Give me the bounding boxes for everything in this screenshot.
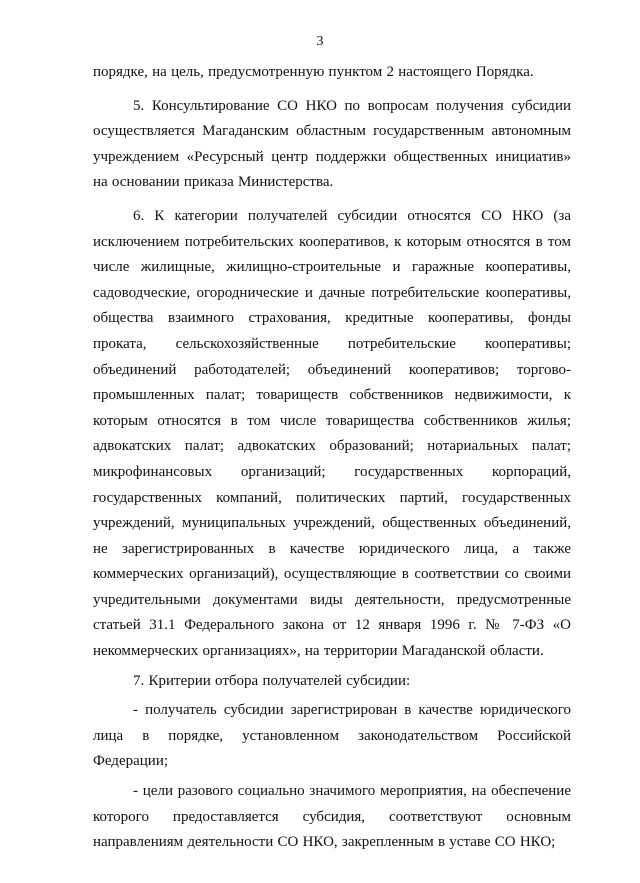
paragraph-5-consulting: 5. Консультирование СО НКО по вопросам получения субсидии осуществляется Магаданским областным государственным автономным учреждением «Ресурсный центр поддержки общественных инициатив» на основании приказа Министерства. <box>93 97 571 191</box>
criteria-item-goals: - цели разового социально значимого мероприятия, на обеспечение которого предоставляется субсидия, соответствуют основным направлениям деятельности СО НКО, закрепленным в уставе СО НКО; <box>93 783 571 851</box>
paragraph-continuation: порядке, на цель, предусмотренную пунктом 2 настоящего Порядка. <box>93 64 534 80</box>
page-number: 3 <box>316 34 324 49</box>
criteria-item-registration: - получатель субсидии зарегистрирован в качестве юридического лица в порядке, установленном законодательством Российской Федерации; <box>93 702 571 770</box>
paragraph-7-criteria-heading: 7. Критерии отбора получателей субсидии: <box>133 672 411 689</box>
document-body <box>93 60 571 856</box>
paragraph-6-recipients: 6. К категории получателей субсидии относятся СО НКО (за исключением потребительских кооперативов, к которым относятся в том числе жилищные, жилищно-строительные и гаражные кооперативы, садоводческие, огороднические и дачные потребительские кооперативы, общества взаимного страхования, кредитные кооперативы, фонды проката, сельскохозяйственные потребительские кооперативы; объединений работодателей; объединений кооперативов; торгово-промышленных палат; товариществ собственников недвижимости, к которым относятся в том числе товарищества собственников жилья; адвокатских палат; адвокатских образований; нотариальных палат; микрофинансовых организаций; государственных корпораций, государственных компаний, политических партий, государственных учреждений, муниципальных учреждений, общественных объединений, не зарегистрированных в качестве юридического лица, а также коммерческих организаций), осуществляющие в соответствии со своими учредительными документами виды деятельности, предусмотренные статьей 31.1 Федерального закона от 12 января 1996 г. № 7-ФЗ «О некоммерческих организациях», на территории Магаданской области. <box>93 207 571 660</box>
